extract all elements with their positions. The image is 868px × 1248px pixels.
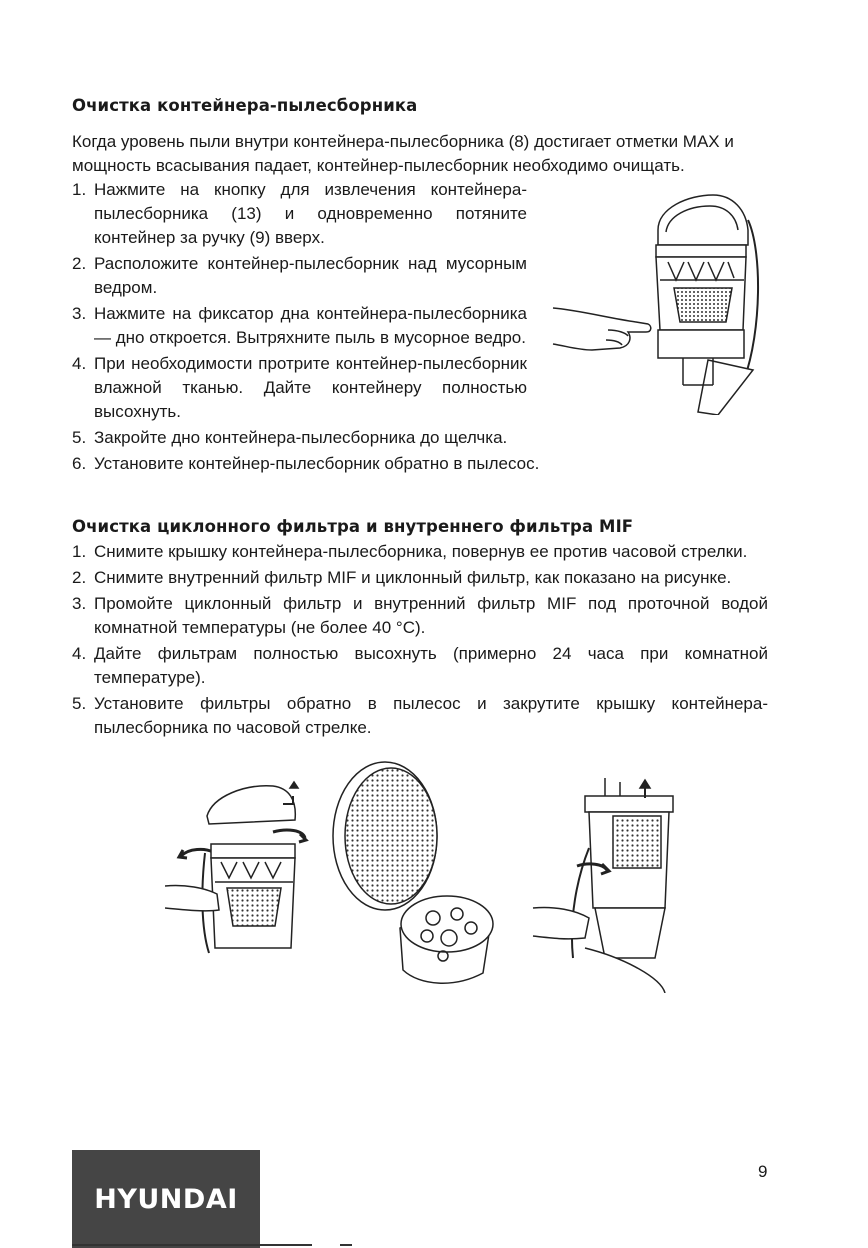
list-item: 1. Снимите крышку контейнера-пылесборника, повернув ее против часовой стрелки. — [72, 542, 748, 561]
container-cleaning-steps — [72, 178, 540, 478]
list-item: 5. Установите фильтры обратно в пылесос и закрутите крышку контейнера-пылесборника по часовой стрелке. — [72, 694, 768, 737]
filter-cleaning-steps — [72, 540, 768, 742]
list-item: 5. Закройте дно контейнера-пылесборника до щелчка. — [72, 428, 508, 447]
brand-logo-text: HYUNDAI — [94, 1183, 238, 1215]
footer-rule-short — [340, 1244, 352, 1246]
section-title-filters: Очистка циклонного фильтра и внутреннего фильтра MIF — [72, 517, 634, 536]
list-item: 1. Нажмите на кнопку для извлечения контейнера-пылесборника (13) и одновременно потяните контейнер за ручку (9) вверх. — [72, 180, 527, 247]
list-item: 3. Промойте циклонный фильтр и внутренний фильтр MIF под проточной водой комнатной температуры (не более 40 °C). — [72, 594, 768, 637]
filter-removal-illustration — [165, 758, 675, 993]
brand-logo — [72, 1150, 260, 1248]
list-item: 4. При необходимости протрите контейнер-пылесборник влажной тканью. Дайте контейнеру полностью высохнуть. — [72, 354, 527, 421]
dust-container-illustration — [548, 190, 763, 415]
list-item: 2. Расположите контейнер-пылесборник над мусорным ведром. — [72, 254, 527, 297]
list-item: 6. Установите контейнер-пылесборник обратно в пылесос. — [72, 454, 540, 473]
section-intro: Когда уровень пыли внутри контейнера-пылесборника (8) достигает отметки MAX и мощность всасывания падает, контейнер-пылесборник необходимо очищать. — [72, 132, 734, 175]
list-item: 2. Снимите внутренний фильтр MIF и циклонный фильтр, как показано на рисунке. — [72, 568, 732, 587]
list-item: 4. Дайте фильтрам полностью высохнуть (примерно 24 часа при комнатной температуре). — [72, 644, 768, 687]
section-title-container: Очистка контейнера-пылесборника — [72, 96, 418, 115]
footer-rule — [72, 1244, 312, 1246]
list-item: 3. Нажмите на фиксатор дна контейнера-пылесборника — дно откроется. Вытряхните пыль в мусорное ведро. — [72, 304, 527, 347]
page-number: 9 — [758, 1162, 768, 1181]
